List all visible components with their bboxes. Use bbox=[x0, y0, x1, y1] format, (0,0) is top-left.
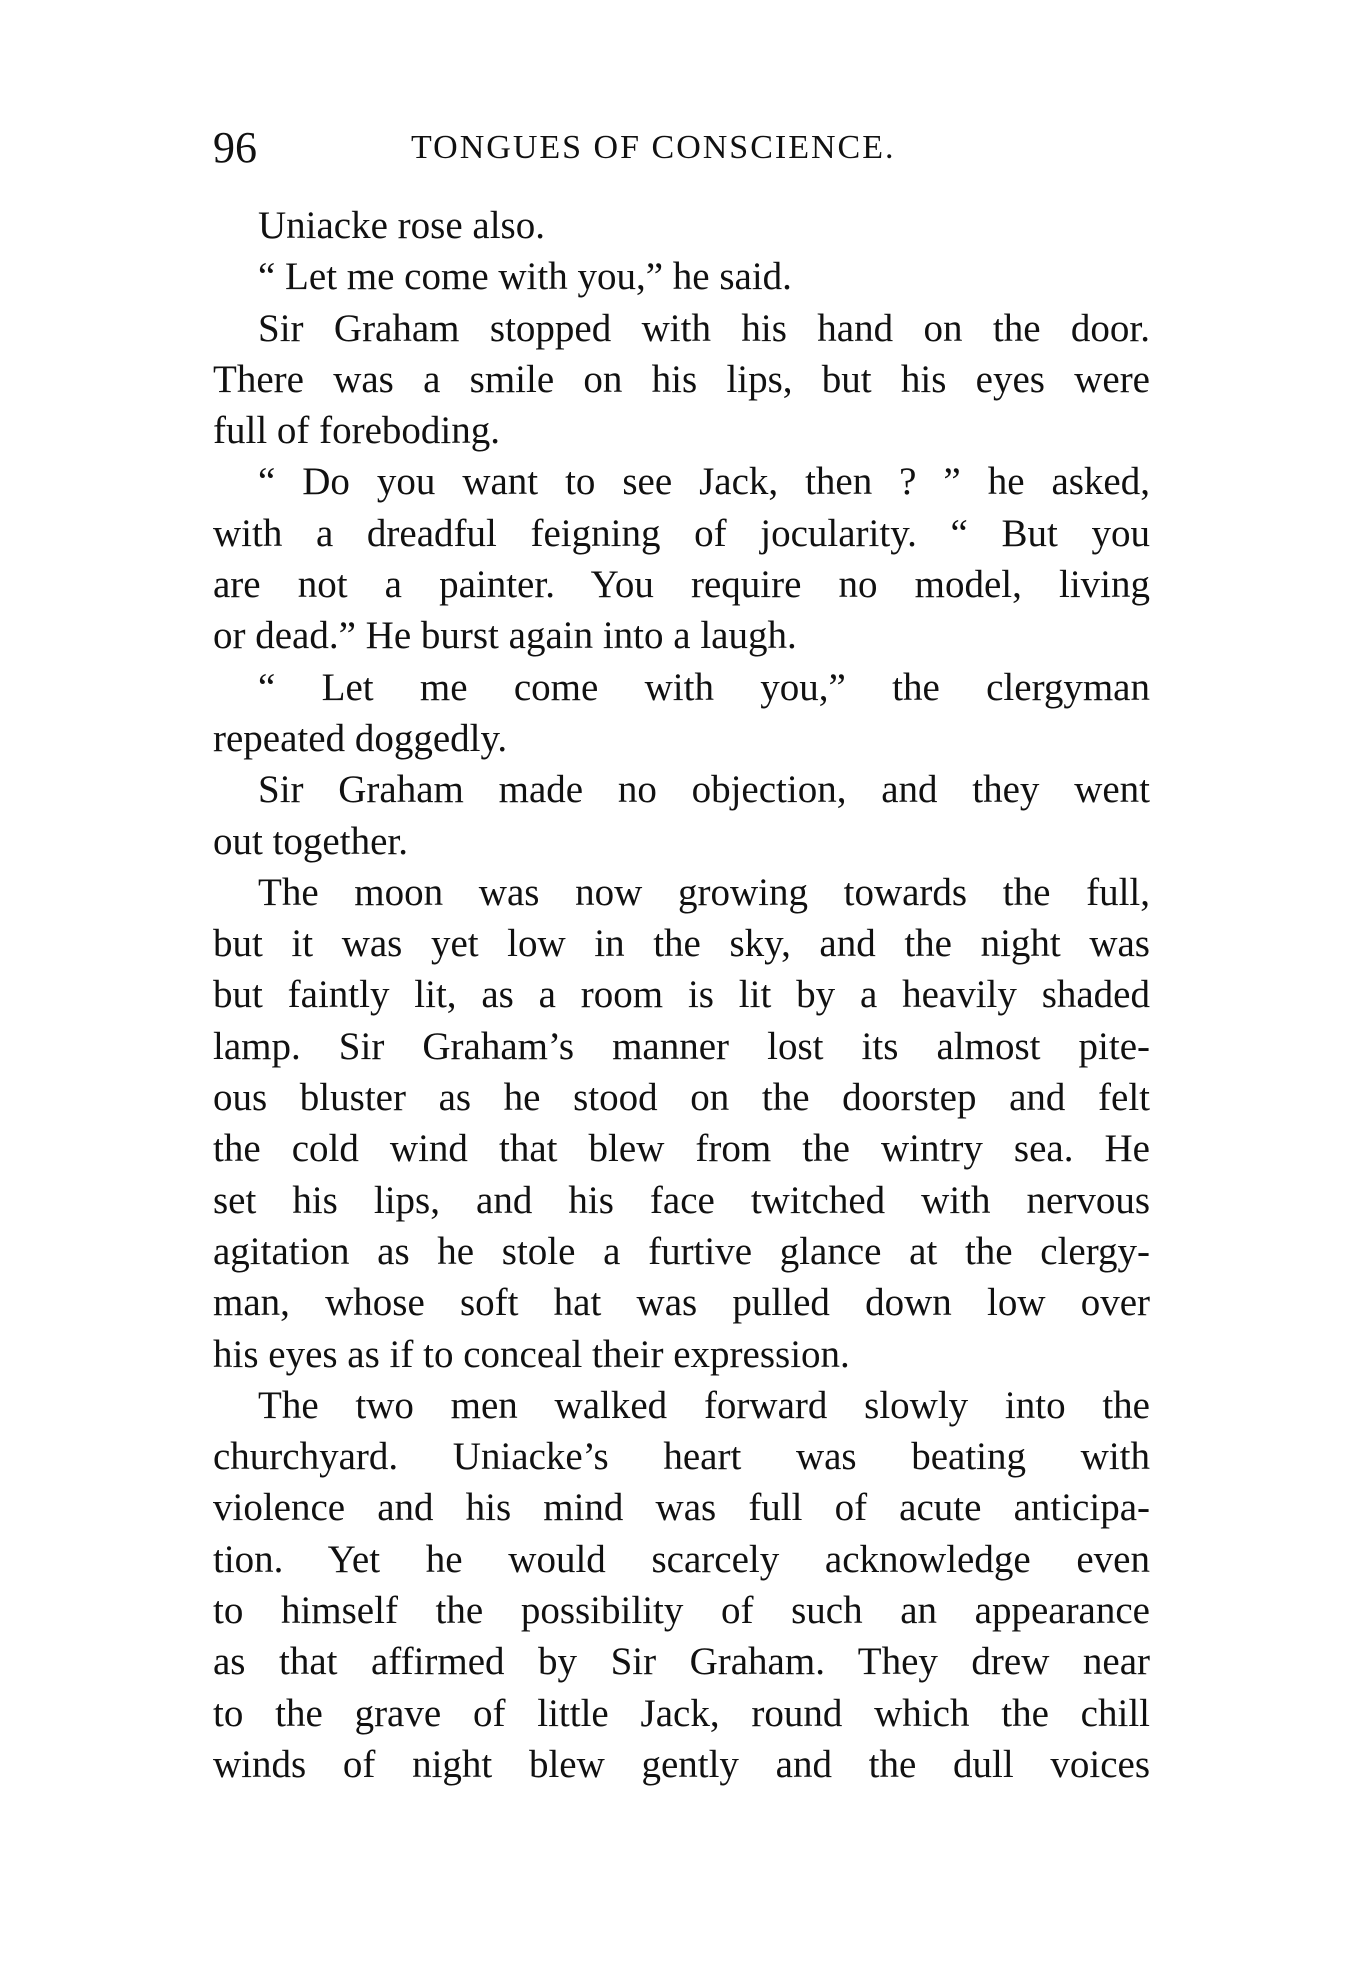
text-line: his eyes as if to conceal their expression. bbox=[213, 1332, 850, 1376]
text-line: “ Let me come with you,” the clergyman bbox=[258, 665, 1150, 709]
body-text bbox=[213, 200, 1150, 1790]
text-line: are not a painter. You require no model, living bbox=[213, 563, 1150, 607]
page-header bbox=[213, 118, 1163, 178]
text-line: winds of night blew gently and the dull voices bbox=[213, 1742, 1150, 1786]
text-line: man, whose soft hat was pulled down low over bbox=[213, 1281, 1150, 1325]
text-line: set his lips, and his face twitched with nervous bbox=[213, 1178, 1150, 1222]
text-line: but faintly lit, as a room is lit by a heavily shaded bbox=[213, 973, 1150, 1017]
text-line: agitation as he stole a furtive glance at the clergy- bbox=[213, 1229, 1150, 1273]
text-line: Uniacke rose also. bbox=[258, 204, 545, 247]
running-head: TONGUES OF CONSCIENCE. bbox=[411, 129, 896, 166]
text-line: ous bluster as he stood on the doorstep and felt bbox=[213, 1076, 1150, 1120]
text-line: full of foreboding. bbox=[213, 409, 501, 453]
text-line: “ Do you want to see Jack, then ? ” he asked, bbox=[258, 460, 1150, 504]
text-line: tion. Yet he would scarcely acknowledge even bbox=[213, 1537, 1150, 1581]
text-line: churchyard. Uniacke’s heart was beating with bbox=[213, 1435, 1150, 1479]
text-line: Sir Graham made no objection, and they went bbox=[258, 768, 1150, 812]
text-line: with a dreadful feigning of jocularity. “ But you bbox=[213, 511, 1150, 555]
text-line: to the grave of little Jack, round which the chill bbox=[213, 1691, 1150, 1735]
text-line: There was a smile on his lips, but his eyes were bbox=[213, 357, 1150, 401]
text-line: but it was yet low in the sky, and the night was bbox=[213, 922, 1150, 966]
text-line: lamp. Sir Graham’s manner lost its almost pite- bbox=[213, 1024, 1150, 1068]
text-line: The moon was now growing towards the full, bbox=[258, 870, 1150, 914]
text-line: violence and his mind was full of acute anticipa- bbox=[213, 1486, 1150, 1530]
text-line: The two men walked forward slowly into the bbox=[258, 1383, 1150, 1427]
text-line: the cold wind that blew from the wintry sea. He bbox=[213, 1127, 1150, 1171]
text-line: to himself the possibility of such an appearance bbox=[213, 1589, 1150, 1633]
text-line: out together. bbox=[213, 819, 408, 863]
text-line: or dead.” He burst again into a laugh. bbox=[213, 614, 797, 658]
text-line: “ Let me come with you,” he said. bbox=[258, 255, 792, 299]
page-number: 96 bbox=[213, 123, 257, 172]
text-line: Sir Graham stopped with his hand on the door. bbox=[258, 306, 1150, 350]
text-line: repeated doggedly. bbox=[213, 716, 508, 760]
text-line: as that affirmed by Sir Graham. They drew near bbox=[213, 1640, 1150, 1684]
